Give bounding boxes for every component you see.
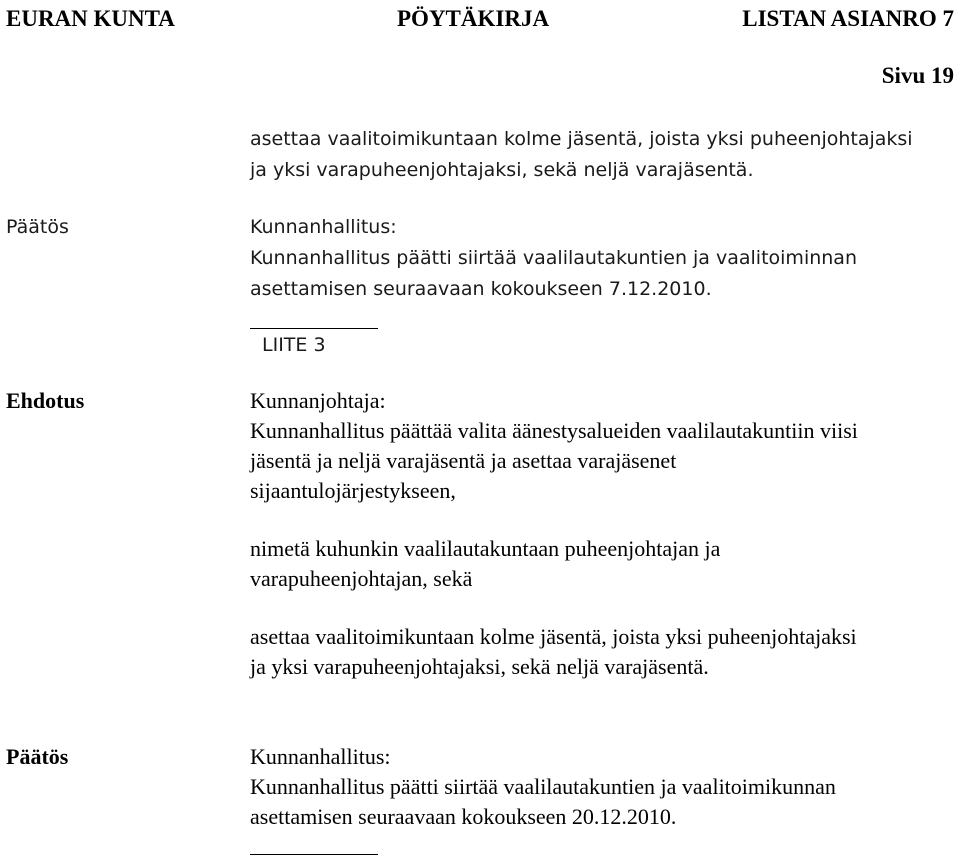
proposal-paragraph	[250, 534, 720, 594]
paragraph-line: asettamisen seuraavaan kokoukseen 20.12.2010.	[250, 804, 677, 829]
paragraph-line: Kunnanjohtaja:	[250, 388, 386, 413]
agenda-item-number: LISTAN ASIANRO 7	[742, 6, 954, 31]
paragraph-line: jäsentä ja neljä varajäsentä ja asettaa varajäsenet	[250, 448, 677, 473]
decision-label: Päätös	[6, 744, 69, 769]
municipality-name: EURAN KUNTA	[6, 6, 175, 31]
paragraph-line: varapuheenjohtajan, sekä	[250, 566, 473, 591]
continuation-paragraph	[250, 124, 913, 186]
proposal-paragraph	[250, 622, 857, 682]
closing-rule	[250, 854, 378, 855]
paragraph-line: asettaa vaalitoimikuntaan kolme jäsentä, joista yksi puheenjohtajaksi	[250, 128, 913, 150]
decision-paragraph	[250, 212, 857, 305]
paragraph-line: sijaantulojärjestykseen,	[250, 478, 456, 503]
paragraph-line: Kunnanhallitus:	[250, 744, 391, 769]
attachment-reference: LIITE 3	[262, 334, 326, 356]
paragraph-line: Kunnanhallitus päättää valita äänestysalueiden vaalilautakuntiin viisi	[250, 418, 858, 443]
paragraph-line: asettaa vaalitoimikuntaan kolme jäsentä, joista yksi puheenjohtajaksi	[250, 624, 857, 649]
proposal-label: Ehdotus	[6, 388, 85, 413]
paragraph-line: Kunnanhallitus:	[250, 216, 397, 238]
decision-label: Päätös	[6, 216, 69, 238]
page-number: Sivu 19	[881, 63, 954, 88]
attachment-rule	[250, 328, 378, 329]
decision-paragraph	[250, 742, 836, 832]
proposal-paragraph	[250, 386, 858, 506]
document-type: PÖYTÄKIRJA	[397, 6, 550, 31]
paragraph-line: Kunnanhallitus päätti siirtää vaalilautakuntien ja vaalitoimikunnan	[250, 774, 836, 799]
paragraph-line: nimetä kuhunkin vaalilautakuntaan puheenjohtajan ja	[250, 536, 721, 561]
paragraph-line: asettamisen seuraavaan kokoukseen 7.12.2010.	[250, 278, 712, 300]
paragraph-line: Kunnanhallitus päätti siirtää vaalilautakuntien ja vaalitoiminnan	[250, 247, 857, 269]
paragraph-line: ja yksi varapuheenjohtajaksi, sekä neljä varajäsentä.	[250, 654, 709, 679]
paragraph-line: ja yksi varapuheenjohtajaksi, sekä neljä varajäsentä.	[250, 159, 754, 181]
